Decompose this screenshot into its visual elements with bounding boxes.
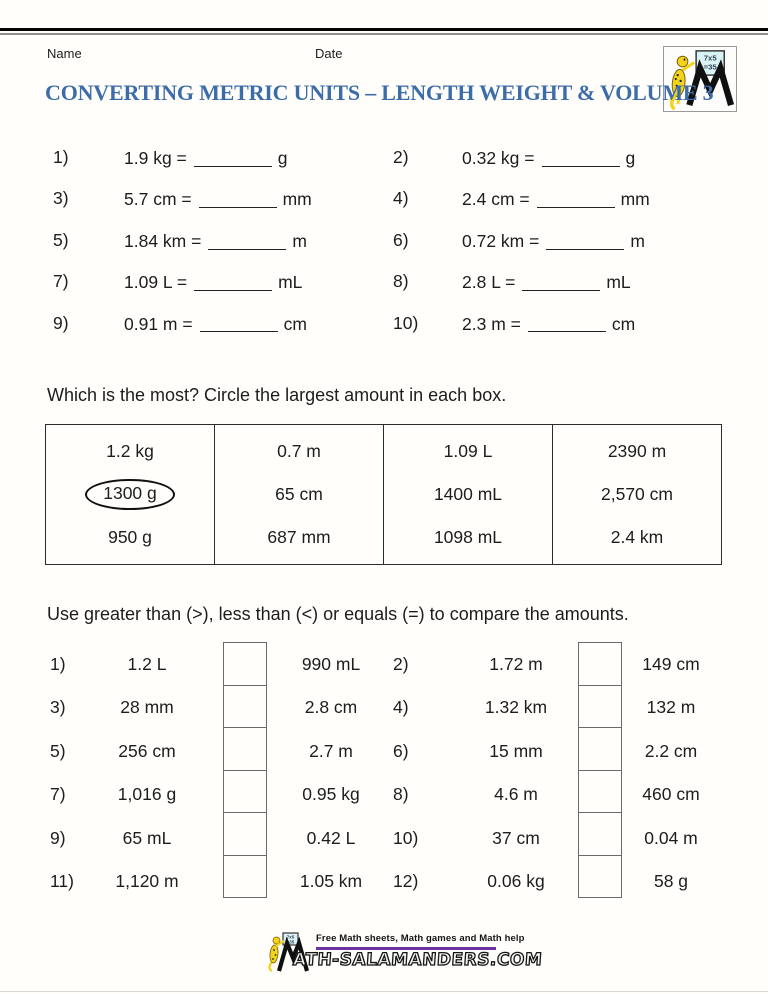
comparison-answer-box[interactable]	[578, 642, 622, 686]
amount-row	[215, 516, 383, 559]
left-amount: 1.32 km	[484, 697, 548, 718]
amount[interactable]: 2390 m	[607, 441, 667, 461]
most-box	[383, 425, 552, 564]
left-amount: 1.72 m	[489, 654, 543, 674]
conversion-expression	[124, 230, 307, 252]
amount[interactable]: 0.7 m	[277, 441, 321, 461]
amount-row	[553, 473, 721, 516]
problem-number: 6)	[393, 740, 409, 761]
answer-blank[interactable]	[522, 274, 600, 291]
comparison-answer-box[interactable]	[578, 812, 622, 856]
right-amount: 2.8 cm	[304, 697, 358, 718]
answer-blank[interactable]	[542, 150, 620, 167]
date-field-label: Date	[315, 46, 343, 61]
comparison-row	[0, 740, 768, 783]
left-amount: 15 mm	[489, 740, 543, 761]
problem-number: 7)	[50, 784, 66, 805]
amount-row	[553, 430, 721, 473]
conversion-expression	[462, 147, 635, 169]
amount[interactable]: 687 mm	[267, 527, 331, 547]
problem-number: 5)	[50, 740, 66, 761]
conversion-value: 1.9 kg =	[124, 147, 187, 168]
amount[interactable]: 1300 g	[85, 479, 175, 510]
conversion-unit: mL	[278, 271, 303, 292]
comparison-answer-strip-left	[223, 642, 267, 898]
conversion-row	[0, 230, 768, 271]
conversion-unit: g	[625, 147, 636, 168]
site-name: ATH-SALAMANDERS.COM	[292, 950, 543, 970]
right-amount: 0.04 m	[644, 827, 698, 848]
right-amount: 1.05 km	[299, 870, 363, 891]
answer-blank[interactable]	[194, 274, 272, 291]
name-field-label: Name	[47, 46, 82, 61]
conversion-expression	[462, 230, 645, 252]
conversion-value: 0.91 m =	[124, 313, 193, 334]
comparison-answer-box[interactable]	[223, 812, 267, 856]
conversion-expression	[462, 188, 650, 210]
problem-number: 10)	[393, 827, 419, 848]
amount-row	[46, 473, 214, 516]
problem-number: 2)	[393, 147, 409, 167]
left-amount: 65 mL	[122, 827, 172, 848]
conversion-value: 1.84 km =	[124, 230, 202, 251]
conversion-expression	[462, 271, 631, 293]
comparison-answer-strip-right	[578, 642, 622, 898]
left-amount: 4.6 m	[494, 784, 538, 805]
conversion-value: 2.4 cm =	[462, 189, 530, 210]
comparison-answer-box[interactable]	[223, 727, 267, 771]
amount-row	[553, 516, 721, 559]
amount-row	[384, 516, 552, 559]
conversion-unit: cm	[611, 313, 636, 334]
top-divider-shadow	[0, 33, 768, 35]
footer-tagline: Free Math sheets, Math games and Math help	[316, 933, 525, 944]
blackboard-text-line1: 7x5	[286, 934, 295, 940]
conversion-unit: mm	[282, 189, 312, 210]
right-amount: 132 m	[646, 697, 696, 718]
comparison-row	[0, 870, 768, 913]
right-amount: 0.42 L	[306, 827, 356, 848]
conversion-expression	[124, 313, 307, 335]
amount[interactable]: 950 g	[108, 527, 152, 547]
answer-blank[interactable]	[194, 150, 272, 167]
left-amount: 256 cm	[118, 740, 176, 761]
comparison-answer-box[interactable]	[223, 855, 267, 899]
comparison-answer-box[interactable]	[578, 770, 622, 814]
amount-row	[46, 430, 214, 473]
problem-number: 7)	[53, 271, 69, 292]
comparison-section	[0, 653, 768, 913]
answer-blank[interactable]	[528, 316, 606, 333]
amount[interactable]: 1.2 kg	[106, 441, 154, 461]
amount[interactable]: 1098 mL	[433, 527, 503, 547]
problem-number: 8)	[393, 271, 409, 292]
right-amount: 990 mL	[301, 654, 361, 674]
answer-blank[interactable]	[537, 191, 615, 208]
right-amount: 2.2 cm	[644, 740, 698, 761]
answer-blank[interactable]	[546, 233, 624, 250]
conversion-row	[0, 147, 768, 188]
blackboard-text-line2: =35	[286, 939, 295, 945]
answer-blank[interactable]	[200, 316, 278, 333]
amount[interactable]: 65 cm	[275, 484, 323, 504]
conversion-value: 2.3 m =	[462, 313, 521, 334]
conversion-expression	[124, 271, 302, 293]
amount-row	[384, 430, 552, 473]
left-amount: 0.06 kg	[487, 870, 545, 891]
problem-number: 4)	[393, 188, 409, 209]
top-divider	[0, 28, 768, 31]
comparison-row	[0, 783, 768, 826]
problem-number: 9)	[50, 827, 66, 848]
problem-number: 12)	[393, 870, 419, 891]
conversion-expression	[462, 313, 635, 335]
conversion-row	[0, 188, 768, 229]
problem-number: 10)	[393, 312, 419, 333]
compare-instruction: Use greater than (>), less than (<) or equals (=) to compare the amounts.	[47, 604, 629, 624]
right-amount: 460 cm	[642, 784, 700, 805]
problem-number: 9)	[53, 312, 69, 333]
left-amount: 28 mm	[120, 697, 174, 718]
amount-row	[384, 473, 552, 516]
conversion-row	[0, 313, 768, 354]
problem-number: 1)	[53, 147, 69, 167]
amount[interactable]: 2,570 cm	[601, 484, 673, 504]
circle-largest-instruction: Which is the most? Circle the largest amount in each box.	[47, 385, 507, 405]
left-amount: 37 cm	[492, 827, 540, 848]
page-title: CONVERTING METRIC UNITS – LENGTH WEIGHT & VOLUME 3	[45, 80, 714, 105]
comparison-answer-box[interactable]	[578, 855, 622, 899]
problem-number: 11)	[50, 870, 74, 891]
comparison-answer-box[interactable]	[223, 770, 267, 814]
right-amount: 149 cm	[642, 654, 700, 674]
amount[interactable]: 2.4 km	[610, 527, 664, 547]
comparison-row	[0, 696, 768, 739]
most-box	[46, 425, 214, 564]
conversion-unit: m	[630, 230, 645, 251]
problem-number: 8)	[393, 784, 409, 805]
conversion-value: 2.8 L =	[462, 271, 516, 292]
problem-number: 3)	[53, 188, 69, 209]
amount[interactable]: 1.09 L	[443, 441, 493, 461]
conversion-unit: mm	[620, 189, 650, 210]
problem-number: 1)	[50, 654, 66, 674]
most-box	[552, 425, 721, 564]
problem-number: 3)	[50, 697, 66, 718]
right-amount: 58 g	[653, 870, 689, 891]
conversion-expression	[124, 188, 312, 210]
amount-row	[215, 473, 383, 516]
amount-row	[46, 516, 214, 559]
comparison-row	[0, 653, 768, 696]
bottom-divider	[0, 991, 768, 992]
left-amount: 1,016 g	[117, 784, 177, 805]
problem-number: 5)	[53, 229, 69, 250]
amount[interactable]: 1400 mL	[433, 484, 503, 504]
conversion-unit: mL	[606, 271, 631, 292]
conversion-row	[0, 271, 768, 312]
circle-largest-table	[45, 424, 722, 565]
blackboard-text-line2: =35	[703, 62, 717, 72]
conversion-problems-section	[0, 147, 768, 354]
most-box	[214, 425, 383, 564]
conversion-expression	[124, 147, 288, 169]
problem-number: 2)	[393, 654, 409, 674]
conversion-unit: m	[292, 230, 307, 251]
left-amount: 1,120 m	[115, 870, 179, 891]
conversion-value: 1.09 L =	[124, 271, 188, 292]
amount-row	[215, 430, 383, 473]
conversion-value: 0.72 km =	[462, 230, 540, 251]
comparison-answer-box[interactable]	[223, 642, 267, 686]
conversion-value: 0.32 kg =	[462, 147, 535, 168]
comparison-answer-box[interactable]	[578, 685, 622, 729]
conversion-value: 5.7 cm =	[124, 189, 192, 210]
comparison-answer-box[interactable]	[223, 685, 267, 729]
blackboard-text-line1: 7x5	[703, 53, 717, 63]
answer-blank[interactable]	[208, 233, 286, 250]
answer-blank[interactable]	[199, 191, 277, 208]
left-amount: 1.2 L	[127, 654, 167, 674]
problem-number: 6)	[393, 229, 409, 250]
right-amount: 2.7 m	[309, 740, 353, 761]
comparison-row	[0, 827, 768, 870]
problem-number: 4)	[393, 697, 409, 718]
conversion-unit: g	[277, 147, 288, 168]
conversion-unit: cm	[283, 313, 307, 334]
right-amount: 0.95 kg	[302, 784, 360, 805]
footer	[266, 930, 543, 980]
comparison-answer-box[interactable]	[578, 727, 622, 771]
